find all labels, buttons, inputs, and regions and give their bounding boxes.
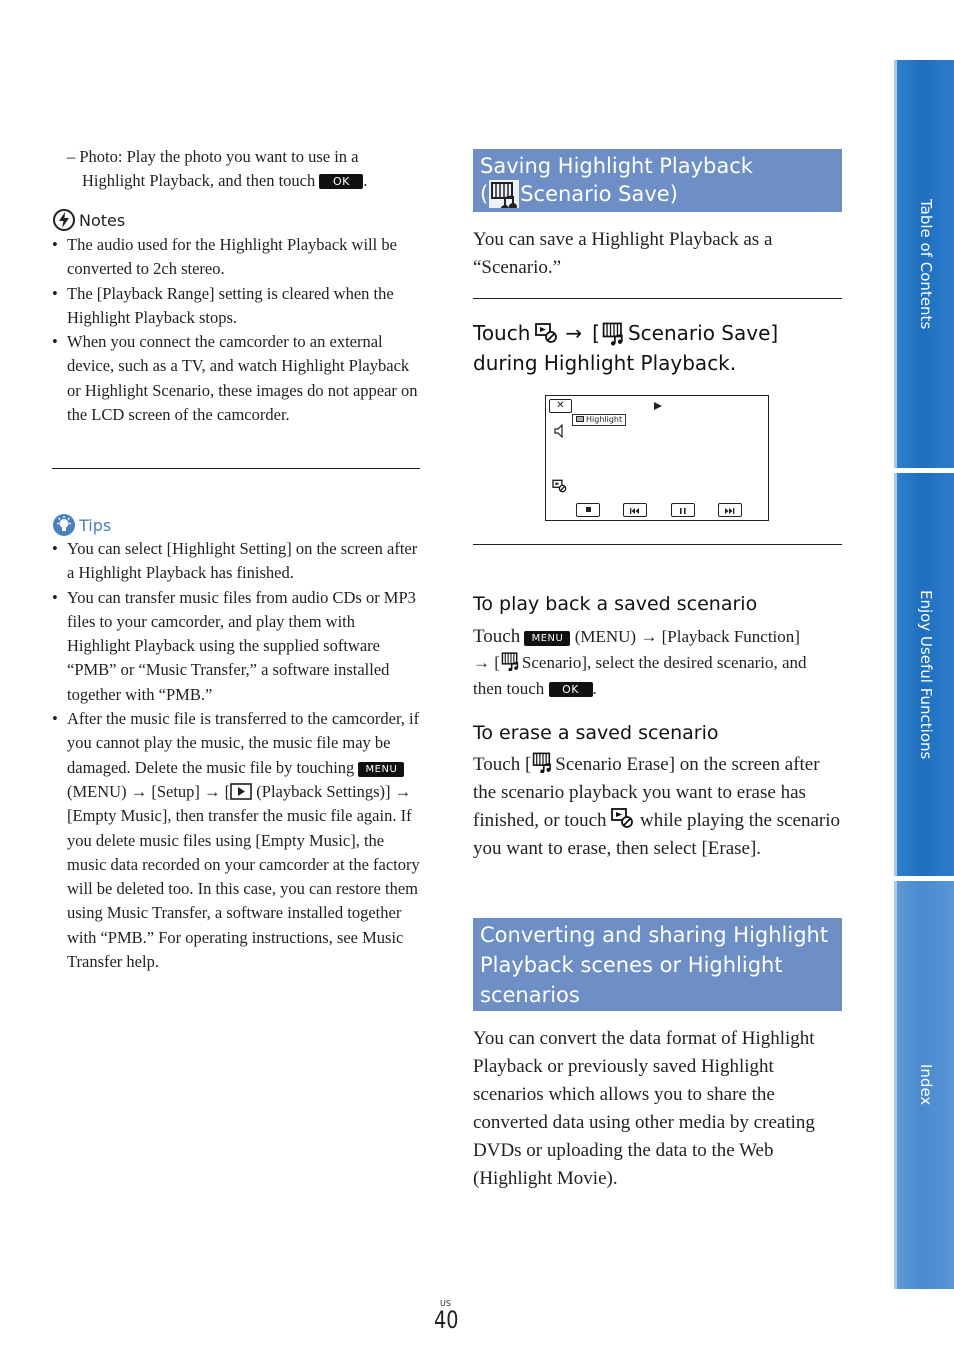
note-item: • When you connect the camcorder to an external device, such as a TV, and watch Highlight Playback or Highlight Scenario, these images do not appear on the LCD screen of the camcorder. <box>52 330 420 427</box>
highlight-label <box>572 414 626 426</box>
scenario-icon <box>500 651 522 671</box>
section-header-line1: Saving Highlight Playback <box>480 154 753 178</box>
divider <box>473 298 842 299</box>
divider <box>473 544 842 545</box>
scenario-icon <box>531 751 555 773</box>
tab-label: Table of Contents <box>917 198 935 330</box>
arrow-icon: → <box>394 781 412 801</box>
touch-instruction-line2: during Highlight Playback. <box>473 351 737 375</box>
arrow-icon: → <box>565 321 583 345</box>
tip-item: • You can transfer music files from audio CDs or MP3 files to your camcorder, and play them with Highlight Playback using the supplied software “PMB” or “Music Transfer,” a software installed together with “PMB.” <box>52 586 420 707</box>
scenario-icon <box>601 320 627 346</box>
menu-button-icon: MENU <box>358 762 404 777</box>
next-icon <box>719 505 741 517</box>
tip3-text-e: (Playback Settings)] <box>256 781 391 801</box>
erase-scenario-heading: To erase a saved scenario <box>473 722 719 744</box>
scenario-edit-icon <box>535 322 559 344</box>
scenario-mini-icon <box>576 416 584 424</box>
arrow-icon: → <box>204 781 221 801</box>
notes-list <box>52 233 420 427</box>
period: . <box>592 679 597 698</box>
play-scenario-text <box>473 624 843 702</box>
scenario-save-intro: You can save a Highlight Playback as a “Scenario.” <box>473 229 773 278</box>
note-item: • The [Playback Range] setting is cleared when the Highlight Playback stops. <box>52 282 420 331</box>
scenario-edit-icon <box>611 807 635 829</box>
bracket: [ <box>592 321 600 345</box>
previous-icon <box>624 505 646 517</box>
scenario-select-text: Scenario], select the desired scenario, and <box>521 653 807 672</box>
touch-text: Touch <box>473 321 531 345</box>
photo-instruction <box>67 145 417 194</box>
next-button[interactable] <box>718 503 742 517</box>
tip-item: • You can select [Highlight Setting] on the screen after a Highlight Playback has finished. <box>52 537 420 586</box>
lightbulb-icon <box>53 514 75 536</box>
notes-title: Notes <box>79 210 126 230</box>
play-scenario-heading: To play back a saved scenario <box>473 593 758 615</box>
pause-icon <box>672 505 694 517</box>
then-touch-text: then touch <box>473 679 545 698</box>
arrow-icon: → <box>640 627 658 646</box>
tab-enjoy-useful-functions[interactable] <box>894 473 954 876</box>
tip3-text-d: [ <box>224 781 231 801</box>
highlight-label-text: Highlight <box>586 415 623 424</box>
erase-text: Scenario Erase] on the screen after the scenario playback you want to erase has finished, or touch <box>473 754 820 831</box>
divider <box>52 468 420 469</box>
close-icon: ✕ <box>549 399 572 413</box>
notes-heading <box>53 208 125 232</box>
erase-scenario-text <box>473 751 845 863</box>
tip3-text-c: [Setup] <box>151 781 200 801</box>
pause-button[interactable] <box>671 503 695 517</box>
touch-instruction <box>473 318 853 378</box>
tab-table-of-contents[interactable] <box>894 60 954 468</box>
tip3-text-f: [Empty Music], then transfer the music file again. If you delete music files using [Empty Music], the music data recorded on your camcorder at the factory will be deleted too. In this case, you can restore them using Music Transfer, a software installed together with “PMB.” For operating instructions, see Music Transfer help. <box>67 806 420 972</box>
note-item: • The audio used for the Highlight Playback will be converted to 2ch stereo. <box>52 233 420 282</box>
arrow-icon: → <box>130 781 148 801</box>
play-indicator-icon <box>653 402 663 410</box>
section-header-scenario-save <box>473 149 842 212</box>
section-header-paren: ( <box>480 182 489 206</box>
photo-line: – Photo: Play the photo you want to use in a <box>67 147 359 166</box>
stop-button[interactable] <box>576 503 600 517</box>
menu-button-icon: MENU <box>524 631 570 646</box>
tab-label: Index <box>917 1064 935 1106</box>
tip3-text-a: After the music file is transferred to the camcorder, if you cannot play the music, the music file may be damaged. Delete the music file by touching <box>67 709 420 777</box>
scenario-icon <box>489 180 519 208</box>
photo-line-2 <box>67 169 417 193</box>
tips-title: Tips <box>79 515 112 535</box>
volume-icon <box>554 424 566 438</box>
tab-label: Enjoy Useful Functions <box>917 589 935 760</box>
region-code: US <box>440 1299 451 1308</box>
erase-text-end: while playing the scenario you want to erase, then select [Erase]. <box>473 810 840 859</box>
tip-item <box>52 707 420 974</box>
tips-list <box>52 537 420 974</box>
touch-text: Touch <box>473 626 521 647</box>
ok-button-icon: OK <box>319 174 363 189</box>
period: . <box>363 171 368 191</box>
previous-button[interactable] <box>623 503 647 517</box>
page-number: 40 <box>434 1306 459 1334</box>
menu-text: (MENU) <box>574 627 637 646</box>
arrow-icon: → <box>473 653 490 672</box>
playback-settings-icon <box>230 783 252 800</box>
tips-heading <box>53 513 111 537</box>
lcd-screen-illustration <box>545 395 769 521</box>
scenario-save-text: Scenario Save] <box>627 321 779 345</box>
tab-index[interactable] <box>894 881 954 1289</box>
section-header-line2-text: Scenario Save) <box>520 182 678 206</box>
scenario-edit-icon <box>552 479 568 493</box>
converting-body: You can convert the data format of Highlight Playback or previously saved Highlight scenarios which allows you to share the converted data using other media by creating DVDs or uploading the data to the Web (Highlight Movie). <box>473 1028 815 1189</box>
section-header-line2 <box>480 180 835 208</box>
touch-text: Touch [ <box>473 754 532 775</box>
section-header-converting: Converting and sharing Highlight Playback scenes or Highlight scenarios <box>473 918 842 1011</box>
notes-icon <box>53 209 75 231</box>
photo-line-2-text: Highlight Playback, and then touch <box>82 171 316 191</box>
playback-function-text: [Playback Function] <box>661 627 800 646</box>
ok-button-icon: OK <box>549 682 593 697</box>
bracket: [ <box>494 653 500 672</box>
tip3-text-b: (MENU) <box>67 781 127 801</box>
